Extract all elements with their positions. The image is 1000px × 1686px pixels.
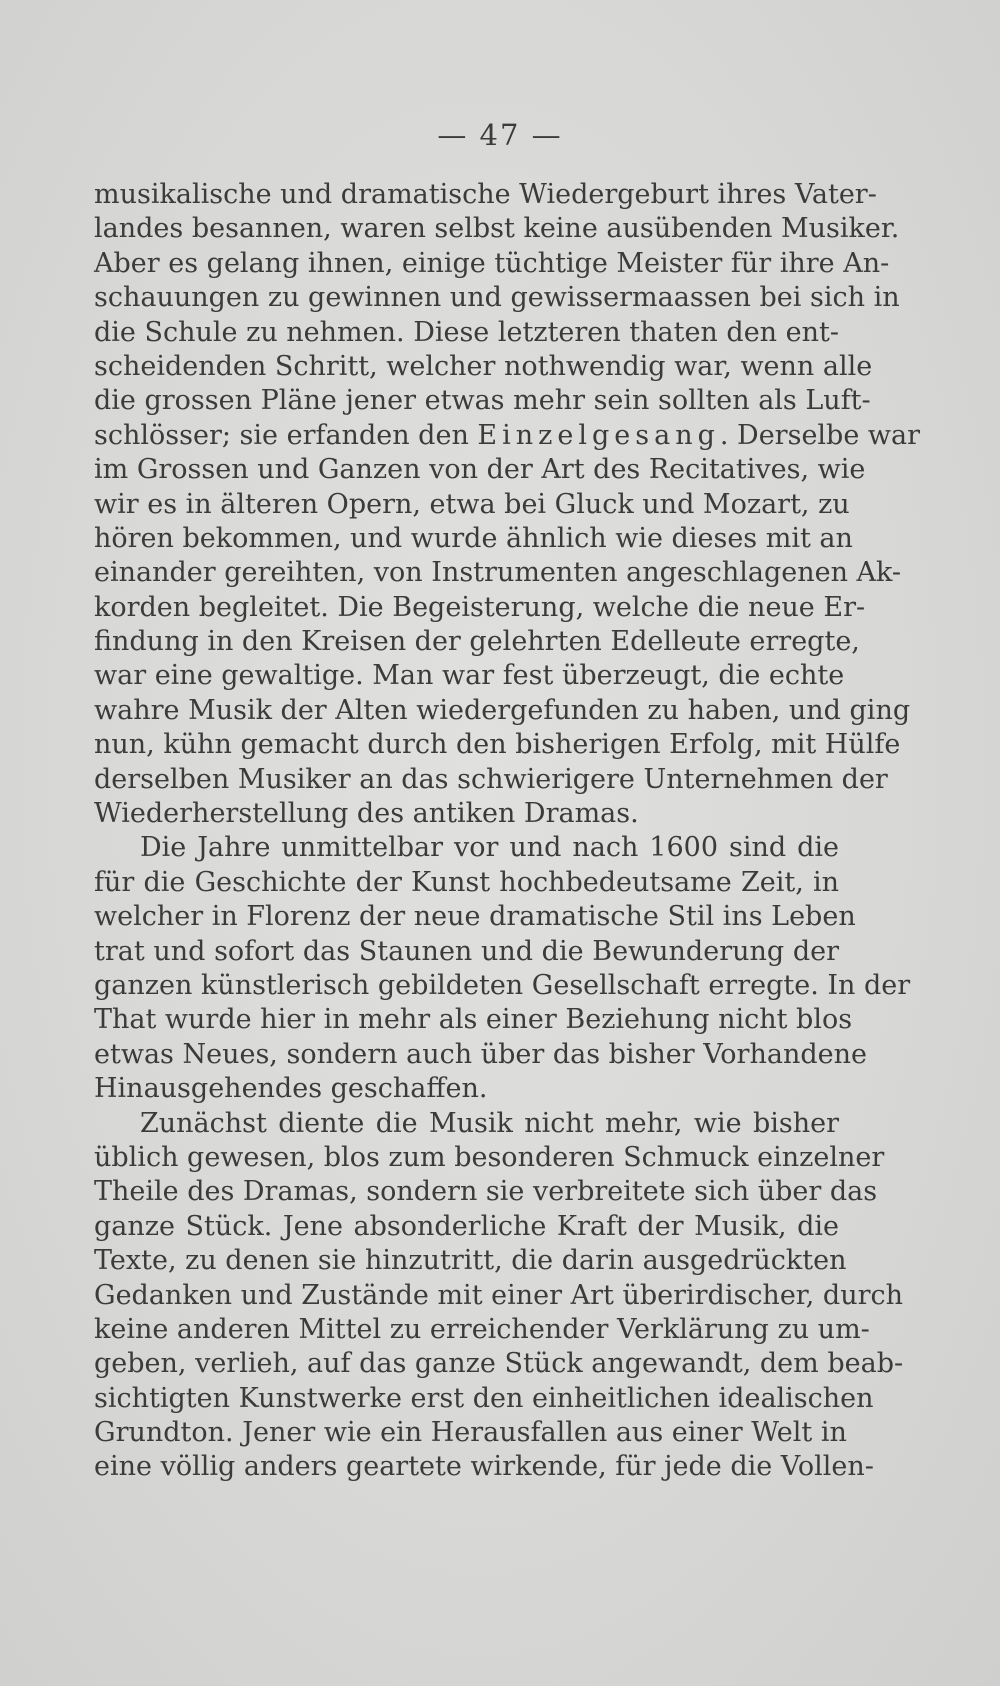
text-line: Zunächst diente die Musik nicht mehr, wie bisher — [140, 1107, 839, 1139]
text-line: etwas Neues, sondern auch über das bisher Vorhandene — [94, 1038, 867, 1070]
text-line: sichtigten Kunstwerke erst den einheitlichen idealischen — [94, 1382, 874, 1414]
text-line: nun, kühn gemacht durch den bisherigen Erfolg, mit Hülfe — [94, 729, 901, 761]
text-line: die Schule zu nehmen. Diese letzteren thaten den ent- — [94, 316, 839, 348]
text-line: geben, verlieh, auf das ganze Stück angewandt, dem beab- — [94, 1348, 904, 1380]
text-line: für die Geschichte der Kunst hochbedeutsame Zeit, in — [94, 866, 839, 898]
text-line: Die Jahre unmittelbar vor und nach 1600 sind die — [140, 832, 839, 864]
text-line: die grossen Pläne jener etwas mehr sein sollten als Luft- — [94, 385, 871, 417]
text-line: keine anderen Mittel zu erreichender Verklärung zu um- — [94, 1313, 870, 1345]
body-text — [94, 178, 921, 1485]
text-line: Wiederherstellung des antiken Dramas. — [94, 798, 639, 830]
text-line: korden begleitet. Die Begeisterung, welche die neue Er- — [94, 591, 866, 623]
text-line: Theile des Dramas, sondern sie verbreitete sich über das — [94, 1176, 878, 1208]
text-line: Gedanken und Zustände mit einer Art überirdischer, durch — [94, 1279, 903, 1311]
text-line: scheidenden Schritt, welcher nothwendig war, wenn alle — [94, 350, 873, 382]
text-line: schlösser; sie erfanden den Einzelgesang. Derselbe war — [94, 419, 921, 451]
paragraph — [94, 831, 911, 1106]
text-line: war eine gewaltige. Man war fest überzeugt, die echte — [94, 660, 845, 692]
text-line: Aber es gelang ihnen, einige tüchtige Meister für ihre An- — [94, 247, 890, 279]
text-line: einander gereihten, von Instrumenten angeschlagenen Ak- — [94, 557, 902, 589]
text-line: wir es in älteren Opern, etwa bei Gluck und Mozart, zu — [94, 488, 850, 520]
text-line: Grundton. Jener wie ein Herausfallen aus einer Welt in — [94, 1417, 847, 1449]
page-number: — 47 — — [437, 118, 563, 152]
text-line: welcher in Florenz der neue dramatische Stil ins Leben — [94, 901, 856, 933]
text-line: wahre Musik der Alten wiedergefunden zu haben, und ging — [94, 694, 911, 726]
text-line: That wurde hier in mehr als einer Beziehung nicht blos — [94, 1004, 853, 1036]
text-line: schauungen zu gewinnen und gewissermaassen bei sich in — [94, 282, 900, 314]
paragraph — [94, 178, 921, 831]
text-line: trat und sofort das Staunen und die Bewunderung der — [94, 935, 839, 967]
text-line: Texte, zu denen sie hinzutritt, die darin ausgedrückten — [94, 1245, 847, 1277]
text-line: Hinausgehendes geschaffen. — [94, 1073, 488, 1105]
text-line: ganzen künstlerisch gebildeten Gesellschaft erregte. In der — [94, 969, 911, 1001]
text-line: hören bekommen, und wurde ähnlich wie dieses mit an — [94, 522, 853, 554]
text-line: musikalische und dramatische Wiedergeburt ihres Vater- — [94, 179, 877, 210]
text-line: findung in den Kreisen der gelehrten Edelleute erregte, — [94, 626, 860, 658]
text-line: üblich gewesen, blos zum besonderen Schmuck einzelner — [94, 1141, 885, 1173]
paragraph — [94, 1107, 904, 1485]
text-line: derselben Musiker an das schwierigere Unternehmen der — [94, 763, 888, 795]
text-line: im Grossen und Ganzen von der Art des Recitatives, wie — [94, 454, 866, 486]
text-line: landes besannen, waren selbst keine ausübenden Musiker. — [94, 213, 900, 245]
emphasized-term: Einzelgesang — [477, 419, 720, 451]
text-line: eine völlig anders geartete wirkende, für jede die Vollen- — [94, 1451, 874, 1483]
text-line: ganze Stück. Jene absonderliche Kraft der Musik, die — [94, 1210, 839, 1242]
